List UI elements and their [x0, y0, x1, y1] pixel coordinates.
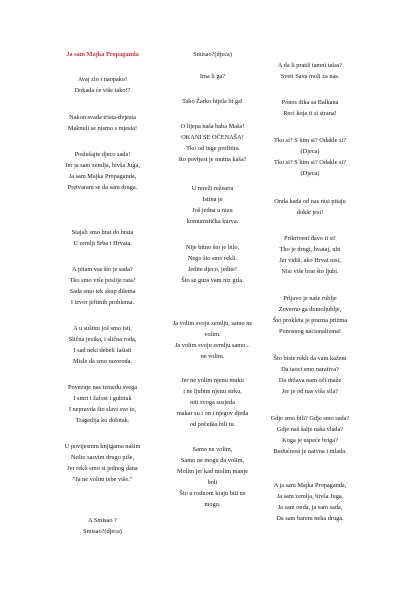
poem-line: Maknuli se nismo s mjesta! [67, 125, 138, 132]
poem-line: Jer ne volim njenu muku [181, 377, 244, 384]
poem-line: Tko je drugi, hvataj, ubi [279, 246, 341, 253]
poem-line: Da država nam oči maže [278, 377, 342, 384]
poem-line: Samo ne mogu da volim, [180, 457, 245, 464]
poem-line: Gdje naš šalje naša vlada? [276, 426, 344, 433]
poem-line: Dokada će više tako!? [74, 87, 131, 94]
poem-line: Onda kada od nas nisi pitaju [274, 198, 346, 205]
poem-line: i ne ljubim njenu strku, [183, 388, 242, 395]
poem-line: Što biste rekli da vam kažem [273, 355, 347, 362]
poem-line: Ja volim svoju zemlju samo... [174, 342, 251, 349]
poem-line: OKANI SE OČENAŠA! [181, 134, 244, 141]
poem-line: Koga je uspeće briga? [282, 437, 338, 444]
poem-line: Da taoci smo narativa? [281, 366, 339, 373]
poem-line: niti svoga susjeda [190, 399, 235, 406]
poem-column-right [245, 0, 375, 590]
poem-line: I izvor jeftinih problema. [70, 299, 135, 306]
poem-line: Što prokleta je prazna prizma [272, 317, 348, 324]
poem-line: od početka bili tu. [189, 421, 236, 428]
poem-line: Zoverno ga domoljublje, [278, 306, 342, 313]
poem-line: Nisi više brat što ljubi. [281, 268, 339, 275]
poem-column-left [45, 0, 160, 590]
poem-line: Avaj zlo i naopako! [77, 76, 128, 83]
poem-line: Smisao?(djeca) [83, 528, 122, 535]
poem-line: dokle jesi! [296, 209, 324, 216]
poem-line: Jer je od nas viša sila? [281, 388, 339, 395]
poem-line: I sad neki debeli fašisti [73, 347, 132, 354]
poem-line: (Djeca) [300, 148, 320, 155]
poem-line: Poslušajte djeco sada! [74, 151, 131, 158]
poem-title: Ja sam Majka Propaganda [66, 51, 139, 58]
poem-line: Što se gura vam niz grla. [181, 277, 244, 284]
poem-line: U mreži režisera [191, 185, 234, 192]
poem-line: A ja sam Majka Propaganda, [273, 482, 347, 489]
poem-line: O lijepa naša baba Maša! [180, 123, 245, 130]
poem-line: Što u rodnom kraju biti ne [179, 490, 246, 497]
poem-line: Pretvaram se da sam druga. [67, 184, 138, 191]
poem-line: Ponos dika sa Balkana [281, 99, 339, 106]
poem-line: A da li pratiš tamni talas? [277, 62, 343, 69]
poem-line: Jer ja sam zemlja, bivša Juga, [65, 162, 140, 169]
poem-line: Tragedija ko dobitak. [75, 417, 130, 424]
poem-line: Ponosnog nacionalizma! [278, 328, 342, 335]
poem-line: Tako Žarko htjela bi ga! [182, 98, 243, 105]
poem-line: Još jedna u nizu [192, 207, 233, 214]
poem-line: Stajali smo brat do brata [71, 229, 134, 236]
poem-line: Tko od tuge profitira [186, 145, 239, 152]
poem-line: Jer vidiš, ako Hrvat nisi, [279, 257, 341, 264]
poem-line: ne volim. [200, 353, 225, 360]
poem-line: A u suštini još smo isti, [73, 325, 132, 332]
poem-line: boli [207, 479, 218, 486]
poem-line: Smisao?(djeca) [193, 51, 232, 58]
poem-line: Misle da smo razoroda. [72, 358, 133, 365]
poem-line: Slična jezika, i slična roda, [68, 336, 137, 343]
poem-line: "Ja ne volim tebe više." [72, 476, 133, 483]
poem-line: Prikriveni đavo ti si! [284, 235, 336, 242]
poem-line: Nakon svađa trista-dvjesta [69, 114, 136, 121]
poem-line: Tko smo više poslije rata? [69, 277, 136, 284]
poem-line: Sveti Sava moli za nas. [280, 73, 340, 80]
poem-line: Istina je [202, 196, 223, 203]
poem-line: Ja sam Majka Propaganda, [68, 173, 137, 180]
poem-line: Ja sam zemlja, bivša Juga, [276, 493, 344, 500]
poem-line: Tko si? S kim si? Odakle si? [273, 159, 347, 166]
poem-line: Nešto sasvim drugo piše, [70, 454, 135, 461]
poem-line: volim. [204, 331, 221, 338]
poem-line: I smrt i žalost i gubitak [73, 395, 132, 402]
poem-line: Jer rekli smo si jednog dana [67, 465, 138, 472]
poem-line: komunistička kurva. [186, 218, 239, 225]
poem-line: Sada smo tek skup dilema [69, 288, 136, 295]
poem-line: Ima li ga? [199, 73, 226, 80]
poem-line: (Djeca) [300, 170, 320, 177]
poem-line: Reci koja ti si strana! [283, 110, 337, 117]
poem-line: Tko si? S kim si? Odakle si? [273, 137, 347, 144]
poem-line: Molim jer kad molim manje [176, 468, 248, 475]
poem-line: A Smisao ? [88, 517, 117, 524]
poem-line: U zemlji Srba i Hrvata. [73, 240, 132, 247]
poem-line: Jedite djeco, jedite! [187, 266, 238, 273]
poem-line: Budućnost je naivna i mlada. [273, 448, 347, 455]
poem-line: što povijest je mutna kaša? [178, 156, 247, 163]
poem-line: Gdje smo bili? Gdje smo sada? [270, 415, 350, 422]
poem-line: mogu. [204, 501, 221, 508]
poem-line: Da sam barem neka druga. [276, 515, 344, 522]
poem-line: Ja sam onda, ja sam sada, [277, 504, 343, 511]
poem-line: Nego što smo rekli. [187, 255, 238, 262]
poem-line: makar su i on i njegov djeda [176, 410, 249, 417]
poem-line: I nepravda što slavi sve to, [68, 406, 137, 413]
poem-line: Ja volim svoju zemlju, samo ne [172, 320, 253, 327]
poem-line: Povezuje nas između svega [67, 384, 138, 391]
poem-line: U povijesnim knjigama našim [64, 443, 141, 450]
poem-line: Nije bitno što je bilo, [185, 244, 240, 251]
poem-line: Samo ne volim, [192, 446, 233, 453]
poem-line: Prljavo je naše rublje [283, 295, 337, 302]
poem-line: A pitam vas što je sada? [72, 266, 133, 273]
